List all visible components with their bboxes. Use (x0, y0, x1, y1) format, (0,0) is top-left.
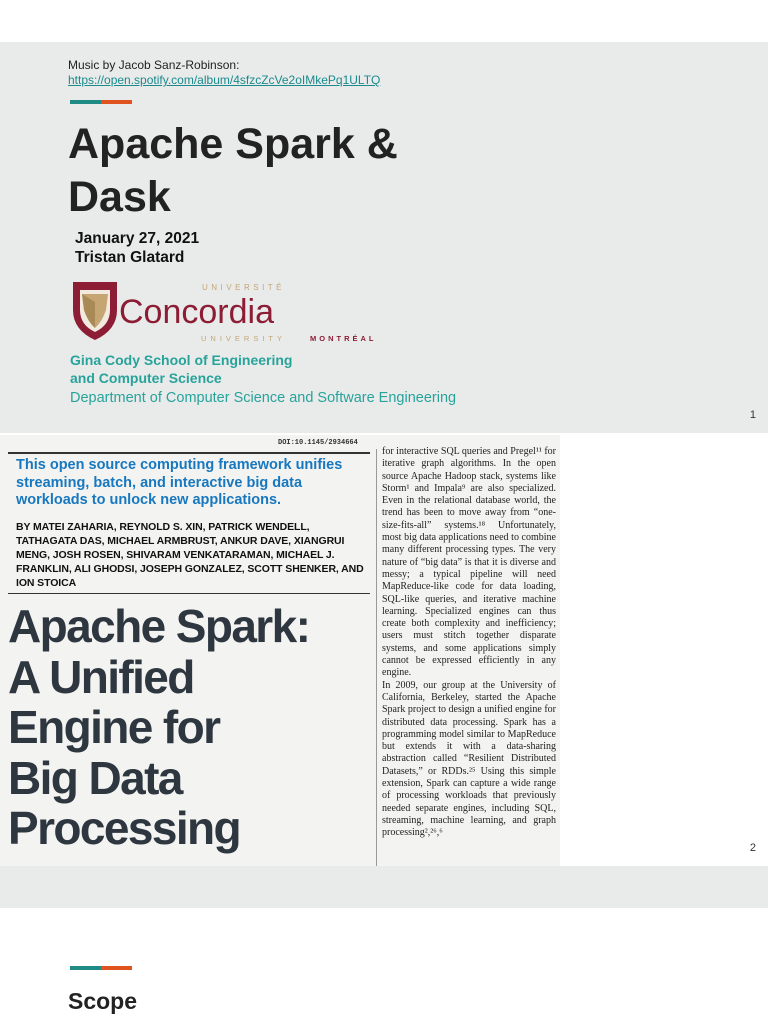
music-link[interactable]: https://open.spotify.com/album/4sfzcZcVe2oIMkePq1ULTQ (68, 73, 381, 87)
presentation-date: January 27, 2021 (75, 230, 200, 247)
article-title-line: Processing (8, 802, 240, 854)
school-line-1: Gina Cody School of Engineering (70, 352, 293, 368)
article-title-line: Big Data (8, 751, 182, 804)
logo-concordia-text: Concordia (119, 293, 274, 331)
slide-2-footer-band (0, 866, 768, 908)
concordia-shield-icon (72, 280, 417, 346)
slide-3-title: Scope (68, 988, 138, 1014)
article-title (8, 601, 378, 854)
music-credit-text: Music by Jacob Sanz-Robinson: (68, 58, 240, 72)
concordia-logo (72, 280, 417, 351)
title-line-1: Apache Spark & (68, 120, 398, 168)
article-deck: This open source computing framework unifies streaming, batch, and interactive big data workloads to unlock new applications. (16, 457, 343, 508)
logo-university-text: UNIVERSITY (201, 334, 287, 343)
article-mid-rule (8, 593, 370, 594)
article-authors: BY MATEI ZAHARIA, REYNOLD S. XIN, PATRICK WENDELL, TATHAGATA DAS, MICHAEL ARMBRUST, ANKUR DAVE, XIANGRUI MENG, JOSH ROSEN, SHIVARAM VENKATARAMAN, MICHAEL J. FRANKLIN, ALI GHODSI, JOSEPH GONZALEZ, SCOTT SHENKER, AND ION STOICA (16, 521, 364, 589)
accent-bar-orange (101, 966, 132, 970)
music-credit (68, 58, 380, 88)
article-doi: DOI:10.1145/2934664 (278, 439, 358, 447)
slide-1-title (68, 118, 398, 224)
department-name: Department of Computer Science and Software Engineering (70, 390, 457, 406)
presentation-meta (75, 229, 199, 267)
column-rule (376, 449, 377, 866)
accent-bar-orange (101, 100, 132, 104)
accent-bar-teal (70, 100, 101, 104)
school-name (70, 351, 292, 387)
logo-universite-text: UNIVERSITÉ (202, 283, 286, 292)
school-line-2: and Computer Science (70, 370, 222, 386)
page-number-2: 2 (749, 842, 756, 854)
presenter-name: Tristan Glatard (75, 249, 185, 266)
article-title-line: Apache Spark: (8, 600, 310, 652)
title-line-2: Dask (68, 173, 171, 221)
page-number-1: 1 (749, 409, 756, 421)
logo-montreal-text: MONTRÉAL (310, 334, 377, 343)
article-body-text: for interactive SQL queries and Pregel¹¹ for iterative graph algorithms. In the open source Apache Hadoop stack, systems like Storm¹ and Impala⁹ are also specialized. Even in the relational database world, the trend has been to move away from “one-size-fits-all” systems.¹⁸ Unfortunately, most big data applications need to combine many different processing types. The very nature of “big data” is that it is diverse and messy; a typical pipeline will need MapReduce-like code for data loading, SQL-like queries, and iterative machine learning. Specialized engines can thus create both complexity and inefficiency; users must stitch together disparate systems, and some applications simply cannot be expressed efficiently in any engine. In 2009, our group at the University of California, Berkeley, started the Apache Spark project to design a unified engine for distributed data processing. Spark has a programming model similar to MapReduce but extends it with a data-sharing abstraction called “Resilient Distributed Datasets,” or RDDs.²⁵ Using this simple extension, Spark can capture a wide range of processing workloads that previously needed separate engines, including SQL, streaming, machine learning, and graph processing²,²⁶,⁶ (382, 446, 556, 839)
article-scan (0, 435, 560, 866)
article-title-line: Engine for (8, 701, 220, 753)
article-title-line: A Unified (8, 650, 194, 703)
article-top-rule (8, 452, 370, 454)
accent-bar-teal (70, 966, 101, 970)
